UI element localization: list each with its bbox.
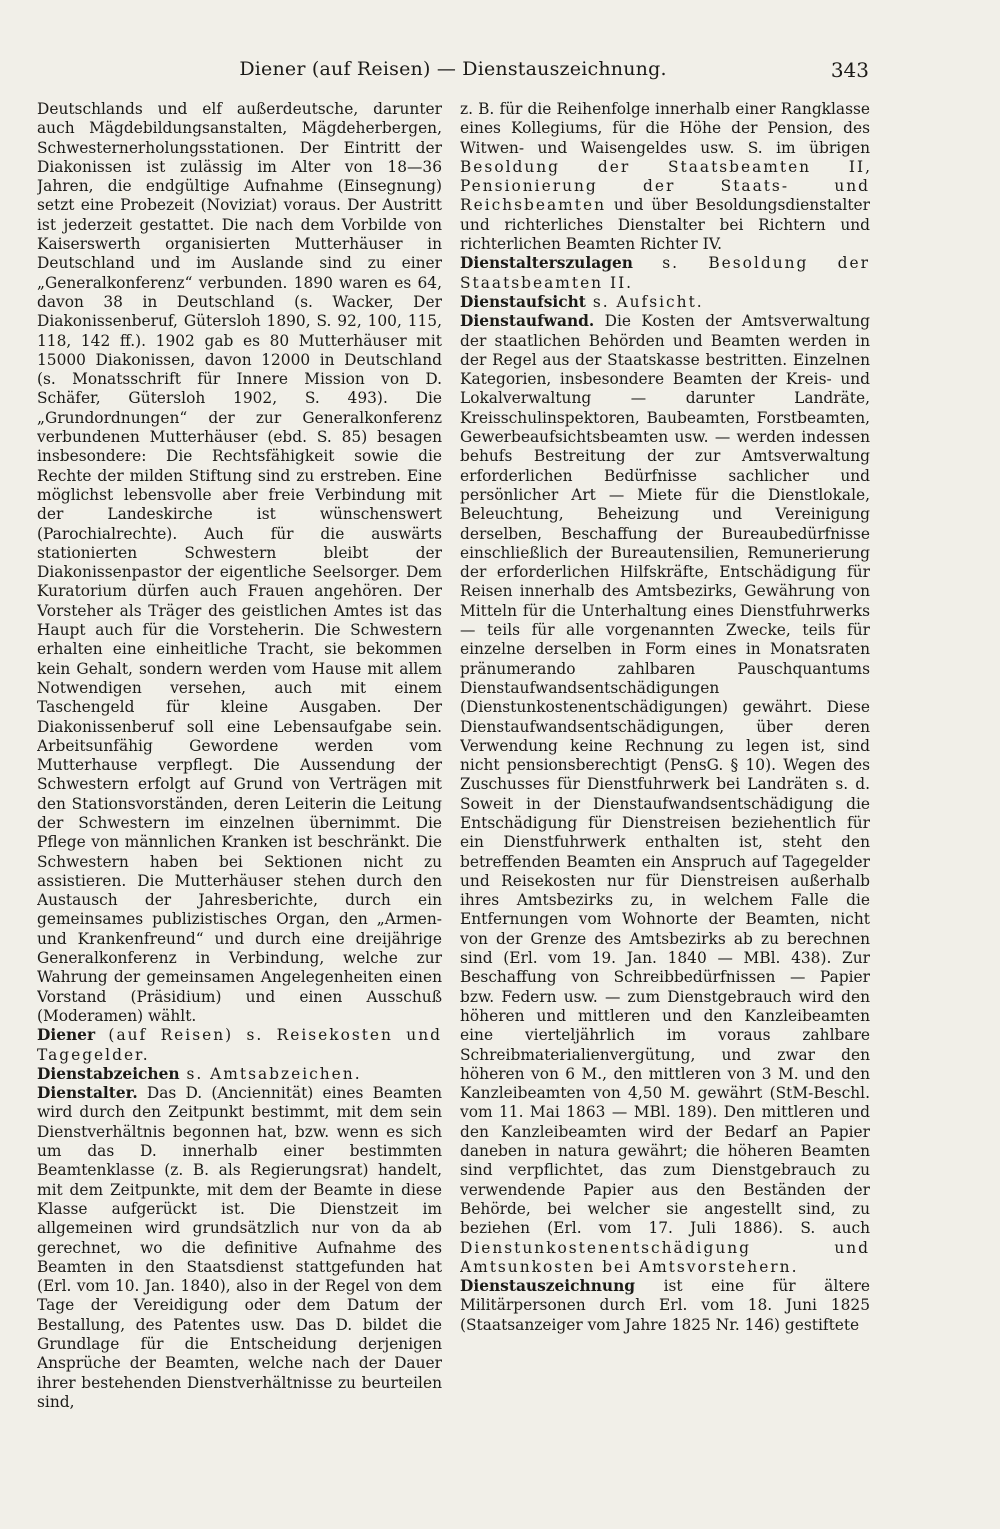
paragraph-dienstalter-continued: [460, 100, 870, 254]
page-header: [37, 58, 869, 88]
entry-diener: [37, 1026, 442, 1065]
entry-term: Diener: [37, 1026, 96, 1045]
text-run: .: [791, 1257, 797, 1276]
entry-text: ist eine für ältere Militärpersonen durch Erl. vom 18. Juni 1825 (Staatsanzeiger vom Jahre 1825 Nr. 146) gestiftete: [460, 1277, 870, 1334]
text-run: z. B. für die Reihenfolge innerhalb einer Rangklasse eines Kollegiums, für die Höhe der Pension, des Witwen- und Waisengeldes usw. S. im übrigen: [460, 100, 870, 157]
entry-text: s. Amtsabzeichen.: [179, 1064, 362, 1083]
entry-text: s. Besoldung der Staatsbeamten II.: [460, 254, 870, 292]
text-run: .: [717, 235, 723, 254]
entry-term: Dienstaufwand.: [460, 312, 595, 331]
left-column: [37, 100, 442, 1480]
cross-reference: Besoldung der Staatsbeamten II: [460, 157, 866, 176]
entry-dienstaufwand: [460, 312, 870, 1277]
entry-dienstauszeichnung: [460, 1277, 870, 1335]
text-run: über Besoldungsdienstalter und richterliches Dienstalter bei Richtern und richterlichen Beamten Richter IV: [460, 196, 870, 254]
right-column: [460, 100, 870, 1480]
entry-term: Dienstaufsicht: [460, 292, 586, 311]
entry-dienstaufsicht: [460, 293, 870, 312]
entry-text: (auf Reisen) s. Reisekosten und Tagegelder.: [37, 1026, 442, 1064]
entry-dienstabzeichen: [37, 1065, 442, 1084]
text-run: und: [605, 196, 652, 215]
entry-term: Dienstabzeichen: [37, 1064, 180, 1083]
entry-text: s. Aufsicht.: [585, 292, 704, 311]
running-title: Diener (auf Reisen) — Dienstauszeichnung.: [239, 58, 667, 80]
cross-reference: Pensionierung der Staats- und Reichsbeamten: [460, 177, 870, 215]
entry-term: Dienstauszeichnung: [460, 1277, 636, 1296]
text-run: ,: [865, 157, 870, 176]
page-number: 343: [830, 58, 869, 82]
entry-term: Dienstalterszulagen: [460, 254, 633, 273]
entry-text: Die Kosten der Amtsverwaltung der staatlichen Behörden und Beamten werden in der Regel aus der Staatskasse bestritten. Einzelnen Kategorien, insbesondere Beamten der Kreis- und Lokalverwaltung — darunter Landräte, Kreisschulinspektoren, Baubeamten, Forstbeamten, Gewerbeaufsichtsbeamten usw. — werden indessen behufs Bestreitung der zur Amtsverwaltung erforderlichen Bedürfnisse sachlicher und persönlicher Art — Miete für die Dienstlokale, Beleuchtung, Beheizung und Vereinigung derselben, Beschaffung der Bureaubedürfnisse einschließlich der Bureautensilien, Remunerierung der erforderlichen Hilfskräfte, Entschädigung für Reisen innerhalb des Amtsbezirks, Gewährung von Mitteln für die Unterhaltung eines Dienstfuhrwerks — teils für alle vorgenannten Zwecke, teils für einzelne derselben in Form eines in Monatsraten pränumerando zahlbaren Pauschquantums Dienstaufwandsentschädigungen (Dienstunkostenentschädigungen) gewährt. Diese Dienstaufwandsentschädigungen, über deren Verwendung keine Rechnung zu legen ist, sind nicht pensionsberechtigt (PensG. § 10). Wegen des Zuschusses für Dienstfuhrwerk bei Landräten s. d. Soweit in der Dienstaufwandsentschädigung die Entschädigung für Dienstreisen beziehentlich für ein Dienstfuhrwerk enthalten ist, steht den betreffenden Beamten ein Anspruch auf Tagegelder und Reisekosten nur für Dienstreisen außerhalb ihres Amtsbezirks zu, in welchem Falle die Entfernungen vom Wohnorte der Beamten, nicht von der Grenze des Amtsbezirks ab zu berechnen sind (Erl. vom 19. Jan. 1840 — MBl. 438). Zur Beschaffung von Schreibbedürfnissen — Papier bzw. Federn usw. — zum Dienstgebrauch wird den höheren und mittleren und den Kanzleibeamten eine vierteljährlich im voraus zahlbare Schreibmaterialienvergütung, und zwar den höheren von 6 M., den mittleren von 3 M. und den Kanzleibeamten von 4,50 M. gewährt (StM-Beschl. vom 11. Mai 1863 — MBl. 189). Den mittleren und den Kanzleibeamten wird der Bedarf an Papier daneben in natura gewährt; die höheren Beamten sind verpflichtet, das zum Dienstgebrauch zu verwendende Papier aus den Beständen der Behörde, bei welcher sie angestellt sind, zu beziehen (Erl. vom 17. Juli 1886). S. auch: [460, 312, 870, 1238]
paragraph-diakonissen-continued: Deutschlands und elf außerdeutsche, darunter auch Mägdebildungsanstalten, Mägdeherbergen, Schwesternerholungsstationen. Der Eintritt der Diakonissen ist zulässig im Alter von 18—36 Jahren, die endgültige Aufnahme (Einsegnung) setzt eine Probezeit (Noviziat) voraus. Der Austritt ist jederzeit gestattet. Die nach dem Vorbilde von Kaiserswerth organisierten Mutterhäuser in Deutschland und im Auslande sind zu einer „Generalkonferenz“ verbunden. 1890 waren es 64, davon 38 in Deutschland (s. Wacker, Der Diakonissenberuf, Gütersloh 1890, S. 92, 100, 115, 118, 142 ff.). 1902 gab es 80 Mutterhäuser mit 15000 Diakonissen, davon 12000 in Deutschland (s. Monatsschrift für Innere Mission von D. Schäfer, Gütersloh 1902, S. 493). Die „Grundordnungen“ der zur Generalkonferenz verbundenen Mutterhäuser (ebd. S. 85) besagen insbesondere: Die Rechtsfähigkeit sowie die Rechte der milden Stiftung sind zu erstreben. Eine möglichst lebensvolle aber freie Verbindung mit der Landeskirche ist wünschenswert (Parochialrechte). Auch für die auswärts stationierten Schwestern bleibt der Diakonissenpastor der eigentliche Seelsorger. Dem Kuratorium dürfen auch Frauen angehören. Der Vorsteher als Träger des geistlichen Amtes ist das Haupt auch für die Vorsteherin. Die Schwestern erhalten eine einheitliche Tracht, sie bekommen kein Gehalt, sondern werden vom Hause mit allem Notwendigen versehen, auch mit einem Taschengeld für kleine Ausgaben. Der Diakonissenberuf soll eine Lebensaufgabe sein. Arbeitsunfähig Gewordene werden vom Mutterhause verpflegt. Die Aussendung der Schwestern erfolgt auf Grund von Verträgen mit den Stationsvorständen, deren Leiterin die Leitung der Schwestern im einzelnen übernimmt. Die Pflege von männlichen Kranken ist beschränkt. Die Schwestern haben bei Sektionen nicht zu assistieren. Die Mutterhäuser stehen durch den Austausch der Jahresberichte, durch ein gemeinsames publizistisches Organ, den „Armen- und Krankenfreund“ und durch eine dreijährige Generalkonferenz in Verbindung, welche zur Wahrung der gemeinsamen Angelegenheiten einen Vorstand (Präsidium) und einen Ausschuß (Moderamen) wählt.: [37, 100, 442, 1025]
entry-text: Das D. (Anciennität) eines Beamten wird durch den Zeitpunkt bestimmt, mit dem sein Dienstverhältnis begonnen hat, bzw. wenn es sich um das D. innerhalb einer bestimmten Beamtenklasse (z. B. als Regierungsrat) handelt, mit dem Zeitpunkte, mit dem der Beamte in diese Klasse aufgerückt ist. Die Dienstzeit im allgemeinen wird grundsätzlich nur von da ab gerechnet, wo die definitive Aufnahme des Beamten in den Staatsdienst stattgefunden hat (Erl. vom 10. Jan. 1840), also in der Regel von dem Tage der Vereidigung oder dem Datum der Bestallung, des Patentes usw. Das D. bildet die Grundlage für die Entscheidung derjenigen Ansprüche der Beamten, welche nach der Dauer ihrer bestehenden Dienstverhältnisse zu beurteilen sind,: [37, 1084, 442, 1411]
cross-reference: Dienstunkostenentschädigung und Amtsunkosten bei Amtsvorstehern: [460, 1238, 870, 1276]
entry-dienstalterszulagen: [460, 254, 870, 293]
entry-dienstalter: [37, 1084, 442, 1412]
entry-term: Dienstalter.: [37, 1084, 138, 1103]
